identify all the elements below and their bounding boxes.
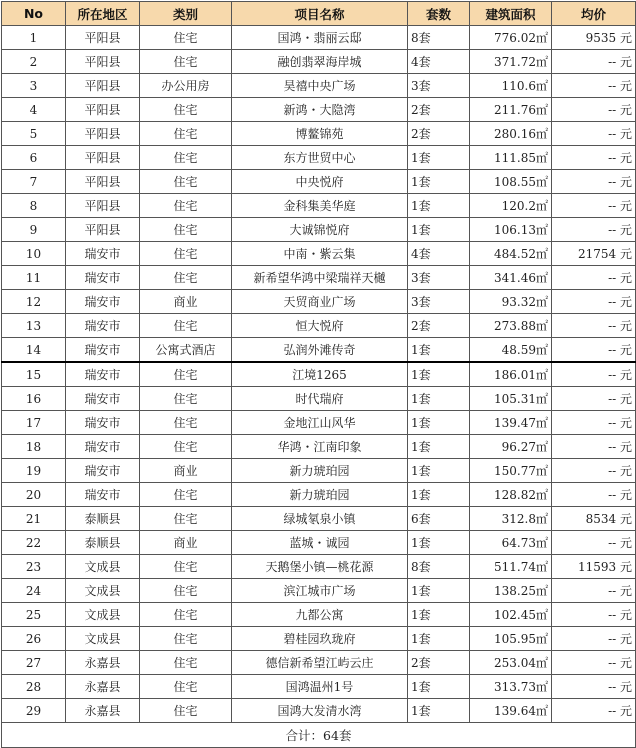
- cell-price: -- 元: [552, 290, 636, 314]
- cell-no: 3: [2, 74, 66, 98]
- cell-units: 1套: [408, 483, 470, 507]
- cell-area: 瑞安市: [66, 411, 140, 435]
- sales-table: [1, 1, 636, 748]
- cell-category: 住宅: [140, 362, 232, 387]
- cell-size: 106.13㎡: [470, 218, 552, 242]
- cell-project: 金地江山风华: [232, 411, 408, 435]
- cell-units: 1套: [408, 435, 470, 459]
- table-row: [2, 507, 636, 531]
- cell-no: 2: [2, 50, 66, 74]
- table-row: [2, 266, 636, 290]
- table-row: [2, 338, 636, 363]
- cell-size: 139.47㎡: [470, 411, 552, 435]
- table-row: [2, 218, 636, 242]
- cell-project: 新希望华鸿中梁瑞祥天樾: [232, 266, 408, 290]
- cell-units: 2套: [408, 122, 470, 146]
- cell-area: 文成县: [66, 579, 140, 603]
- cell-units: 3套: [408, 74, 470, 98]
- cell-units: 1套: [408, 338, 470, 363]
- table-row: [2, 74, 636, 98]
- cell-units: 3套: [408, 266, 470, 290]
- cell-units: 1套: [408, 603, 470, 627]
- cell-category: 住宅: [140, 603, 232, 627]
- header-row: [2, 2, 636, 26]
- cell-no: 5: [2, 122, 66, 146]
- cell-category: 住宅: [140, 387, 232, 411]
- cell-units: 2套: [408, 98, 470, 122]
- cell-units: 1套: [408, 531, 470, 555]
- table-row: [2, 122, 636, 146]
- cell-project: 蓝城・诚园: [232, 531, 408, 555]
- cell-category: 住宅: [140, 699, 232, 723]
- cell-category: 住宅: [140, 266, 232, 290]
- cell-units: 8套: [408, 555, 470, 579]
- table-row: [2, 411, 636, 435]
- table-footer: [2, 723, 636, 748]
- cell-project: 滨江城市广场: [232, 579, 408, 603]
- cell-category: 住宅: [140, 555, 232, 579]
- cell-no: 8: [2, 194, 66, 218]
- cell-no: 13: [2, 314, 66, 338]
- cell-size: 138.25㎡: [470, 579, 552, 603]
- cell-area: 平阳县: [66, 74, 140, 98]
- cell-units: 2套: [408, 651, 470, 675]
- cell-category: 商业: [140, 290, 232, 314]
- table-row: [2, 603, 636, 627]
- cell-no: 19: [2, 459, 66, 483]
- cell-category: 办公用房: [140, 74, 232, 98]
- cell-size: 64.73㎡: [470, 531, 552, 555]
- cell-no: 9: [2, 218, 66, 242]
- cell-no: 21: [2, 507, 66, 531]
- cell-price: -- 元: [552, 531, 636, 555]
- table-row: [2, 459, 636, 483]
- cell-size: 312.8㎡: [470, 507, 552, 531]
- table-row: [2, 362, 636, 387]
- cell-project: 大诚锦悦府: [232, 218, 408, 242]
- table-row: [2, 242, 636, 266]
- cell-price: -- 元: [552, 651, 636, 675]
- cell-area: 永嘉县: [66, 651, 140, 675]
- cell-size: 108.55㎡: [470, 170, 552, 194]
- cell-no: 1: [2, 26, 66, 50]
- cell-category: 住宅: [140, 218, 232, 242]
- cell-units: 1套: [408, 387, 470, 411]
- cell-project: 国鸿大发清水湾: [232, 699, 408, 723]
- cell-project: 中央悦府: [232, 170, 408, 194]
- cell-units: 1套: [408, 579, 470, 603]
- table-row: [2, 555, 636, 579]
- cell-size: 341.46㎡: [470, 266, 552, 290]
- cell-size: 273.88㎡: [470, 314, 552, 338]
- cell-area: 泰顺县: [66, 507, 140, 531]
- cell-no: 16: [2, 387, 66, 411]
- cell-project: 绿城氡泉小镇: [232, 507, 408, 531]
- cell-no: 6: [2, 146, 66, 170]
- cell-price: 21754 元: [552, 242, 636, 266]
- cell-price: -- 元: [552, 411, 636, 435]
- cell-project: 恒大悦府: [232, 314, 408, 338]
- cell-units: 4套: [408, 50, 470, 74]
- cell-project: 新力琥珀园: [232, 483, 408, 507]
- cell-no: 10: [2, 242, 66, 266]
- cell-no: 25: [2, 603, 66, 627]
- table-row: [2, 170, 636, 194]
- cell-price: -- 元: [552, 74, 636, 98]
- cell-area: 文成县: [66, 603, 140, 627]
- cell-no: 28: [2, 675, 66, 699]
- cell-area: 平阳县: [66, 122, 140, 146]
- cell-no: 12: [2, 290, 66, 314]
- cell-units: 8套: [408, 26, 470, 50]
- table-row: [2, 699, 636, 723]
- cell-no: 29: [2, 699, 66, 723]
- cell-category: 住宅: [140, 579, 232, 603]
- cell-no: 24: [2, 579, 66, 603]
- cell-category: 住宅: [140, 170, 232, 194]
- total-cell: 合计：64套: [2, 723, 636, 748]
- cell-project: 新鸿・大隐湾: [232, 98, 408, 122]
- cell-area: 瑞安市: [66, 435, 140, 459]
- cell-area: 泰顺县: [66, 531, 140, 555]
- cell-size: 150.77㎡: [470, 459, 552, 483]
- cell-size: 186.01㎡: [470, 362, 552, 387]
- header-units: 套数: [408, 2, 470, 26]
- cell-project: 博鳌锦苑: [232, 122, 408, 146]
- cell-size: 96.27㎡: [470, 435, 552, 459]
- cell-size: 105.31㎡: [470, 387, 552, 411]
- table-row: [2, 435, 636, 459]
- cell-area: 文成县: [66, 627, 140, 651]
- cell-area: 平阳县: [66, 194, 140, 218]
- cell-category: 住宅: [140, 411, 232, 435]
- cell-area: 瑞安市: [66, 362, 140, 387]
- cell-project: 中南・紫云集: [232, 242, 408, 266]
- cell-price: -- 元: [552, 435, 636, 459]
- cell-size: 48.59㎡: [470, 338, 552, 363]
- cell-category: 商业: [140, 459, 232, 483]
- cell-category: 住宅: [140, 50, 232, 74]
- cell-price: -- 元: [552, 579, 636, 603]
- cell-units: 1套: [408, 411, 470, 435]
- cell-no: 17: [2, 411, 66, 435]
- cell-size: 371.72㎡: [470, 50, 552, 74]
- cell-size: 280.16㎡: [470, 122, 552, 146]
- cell-area: 永嘉县: [66, 675, 140, 699]
- header-avg-price: 均价: [552, 2, 636, 26]
- table-row: [2, 483, 636, 507]
- cell-project: 新力琥珀园: [232, 459, 408, 483]
- cell-category: 住宅: [140, 146, 232, 170]
- cell-area: 瑞安市: [66, 290, 140, 314]
- cell-size: 93.32㎡: [470, 290, 552, 314]
- cell-no: 4: [2, 98, 66, 122]
- table-row: [2, 627, 636, 651]
- cell-size: 128.82㎡: [470, 483, 552, 507]
- cell-no: 15: [2, 362, 66, 387]
- cell-category: 商业: [140, 531, 232, 555]
- cell-price: -- 元: [552, 146, 636, 170]
- cell-price: -- 元: [552, 170, 636, 194]
- cell-project: 国鸿・翡丽云邸: [232, 26, 408, 50]
- cell-price: -- 元: [552, 627, 636, 651]
- cell-category: 住宅: [140, 507, 232, 531]
- cell-project: 昊禧中央广场: [232, 74, 408, 98]
- cell-price: -- 元: [552, 266, 636, 290]
- table-row: [2, 579, 636, 603]
- cell-no: 26: [2, 627, 66, 651]
- cell-no: 22: [2, 531, 66, 555]
- cell-no: 20: [2, 483, 66, 507]
- cell-category: 住宅: [140, 651, 232, 675]
- table-row: [2, 98, 636, 122]
- cell-project: 九都公寓: [232, 603, 408, 627]
- table-row: [2, 290, 636, 314]
- cell-price: -- 元: [552, 218, 636, 242]
- header-category: 类别: [140, 2, 232, 26]
- cell-no: 14: [2, 338, 66, 363]
- cell-area: 平阳县: [66, 26, 140, 50]
- cell-project: 德信新希望江屿云庄: [232, 651, 408, 675]
- header-project: 项目名称: [232, 2, 408, 26]
- cell-area: 瑞安市: [66, 483, 140, 507]
- cell-size: 484.52㎡: [470, 242, 552, 266]
- cell-size: 139.64㎡: [470, 699, 552, 723]
- cell-units: 1套: [408, 170, 470, 194]
- cell-area: 瑞安市: [66, 242, 140, 266]
- cell-units: 1套: [408, 218, 470, 242]
- cell-area: 平阳县: [66, 98, 140, 122]
- cell-project: 碧桂园玖珑府: [232, 627, 408, 651]
- cell-size: 253.04㎡: [470, 651, 552, 675]
- cell-no: 27: [2, 651, 66, 675]
- header-no: No: [2, 2, 66, 26]
- cell-units: 3套: [408, 290, 470, 314]
- cell-category: 住宅: [140, 26, 232, 50]
- cell-area: 瑞安市: [66, 314, 140, 338]
- cell-units: 4套: [408, 242, 470, 266]
- cell-category: 住宅: [140, 122, 232, 146]
- cell-price: -- 元: [552, 675, 636, 699]
- cell-project: 华鸿・江南印象: [232, 435, 408, 459]
- table-body: [2, 26, 636, 723]
- cell-price: 8534 元: [552, 507, 636, 531]
- cell-project: 江境1265: [232, 362, 408, 387]
- cell-units: 2套: [408, 314, 470, 338]
- cell-area: 永嘉县: [66, 699, 140, 723]
- cell-category: 住宅: [140, 314, 232, 338]
- table-header: [2, 2, 636, 26]
- cell-project: 金科集美华庭: [232, 194, 408, 218]
- cell-category: 住宅: [140, 194, 232, 218]
- table-row: [2, 675, 636, 699]
- cell-area: 平阳县: [66, 170, 140, 194]
- cell-project: 时代瑞府: [232, 387, 408, 411]
- cell-no: 23: [2, 555, 66, 579]
- cell-area: 瑞安市: [66, 459, 140, 483]
- cell-size: 102.45㎡: [470, 603, 552, 627]
- cell-price: -- 元: [552, 483, 636, 507]
- table-row: [2, 531, 636, 555]
- cell-units: 1套: [408, 627, 470, 651]
- cell-price: -- 元: [552, 194, 636, 218]
- table-row: [2, 50, 636, 74]
- cell-price: -- 元: [552, 98, 636, 122]
- cell-area: 瑞安市: [66, 338, 140, 363]
- cell-project: 融创翡翠海岸城: [232, 50, 408, 74]
- cell-price: -- 元: [552, 699, 636, 723]
- table-row: [2, 26, 636, 50]
- cell-price: -- 元: [552, 387, 636, 411]
- cell-no: 7: [2, 170, 66, 194]
- table-row: [2, 314, 636, 338]
- table-row: [2, 387, 636, 411]
- table-row: [2, 194, 636, 218]
- cell-area: 瑞安市: [66, 266, 140, 290]
- cell-no: 18: [2, 435, 66, 459]
- cell-size: 313.73㎡: [470, 675, 552, 699]
- cell-category: 住宅: [140, 242, 232, 266]
- cell-price: -- 元: [552, 338, 636, 363]
- cell-price: -- 元: [552, 122, 636, 146]
- cell-project: 天鹅堡小镇—桃花源: [232, 555, 408, 579]
- cell-size: 511.74㎡: [470, 555, 552, 579]
- cell-units: 1套: [408, 675, 470, 699]
- cell-price: -- 元: [552, 459, 636, 483]
- cell-size: 110.6㎡: [470, 74, 552, 98]
- table-row: [2, 651, 636, 675]
- cell-category: 公寓式酒店: [140, 338, 232, 363]
- cell-area: 平阳县: [66, 50, 140, 74]
- cell-area: 平阳县: [66, 218, 140, 242]
- cell-size: 120.2㎡: [470, 194, 552, 218]
- total-row: [2, 723, 636, 748]
- cell-project: 弘润外滩传奇: [232, 338, 408, 363]
- cell-units: 1套: [408, 699, 470, 723]
- cell-price: -- 元: [552, 314, 636, 338]
- cell-size: 105.95㎡: [470, 627, 552, 651]
- cell-area: 瑞安市: [66, 387, 140, 411]
- cell-no: 11: [2, 266, 66, 290]
- cell-size: 776.02㎡: [470, 26, 552, 50]
- cell-category: 住宅: [140, 98, 232, 122]
- cell-units: 1套: [408, 194, 470, 218]
- cell-size: 111.85㎡: [470, 146, 552, 170]
- table-row: [2, 146, 636, 170]
- cell-price: -- 元: [552, 362, 636, 387]
- header-area: 所在地区: [66, 2, 140, 26]
- cell-price: -- 元: [552, 603, 636, 627]
- cell-units: 1套: [408, 146, 470, 170]
- cell-project: 东方世贸中心: [232, 146, 408, 170]
- cell-price: -- 元: [552, 50, 636, 74]
- cell-project: 国鸿温州1号: [232, 675, 408, 699]
- cell-units: 1套: [408, 459, 470, 483]
- cell-project: 天贸商业广场: [232, 290, 408, 314]
- cell-price: 9535 元: [552, 26, 636, 50]
- cell-area: 平阳县: [66, 146, 140, 170]
- cell-size: 211.76㎡: [470, 98, 552, 122]
- cell-units: 1套: [408, 362, 470, 387]
- cell-price: 11593 元: [552, 555, 636, 579]
- cell-units: 6套: [408, 507, 470, 531]
- cell-category: 住宅: [140, 627, 232, 651]
- header-size: 建筑面积: [470, 2, 552, 26]
- cell-area: 文成县: [66, 555, 140, 579]
- cell-category: 住宅: [140, 435, 232, 459]
- cell-category: 住宅: [140, 483, 232, 507]
- cell-category: 住宅: [140, 675, 232, 699]
